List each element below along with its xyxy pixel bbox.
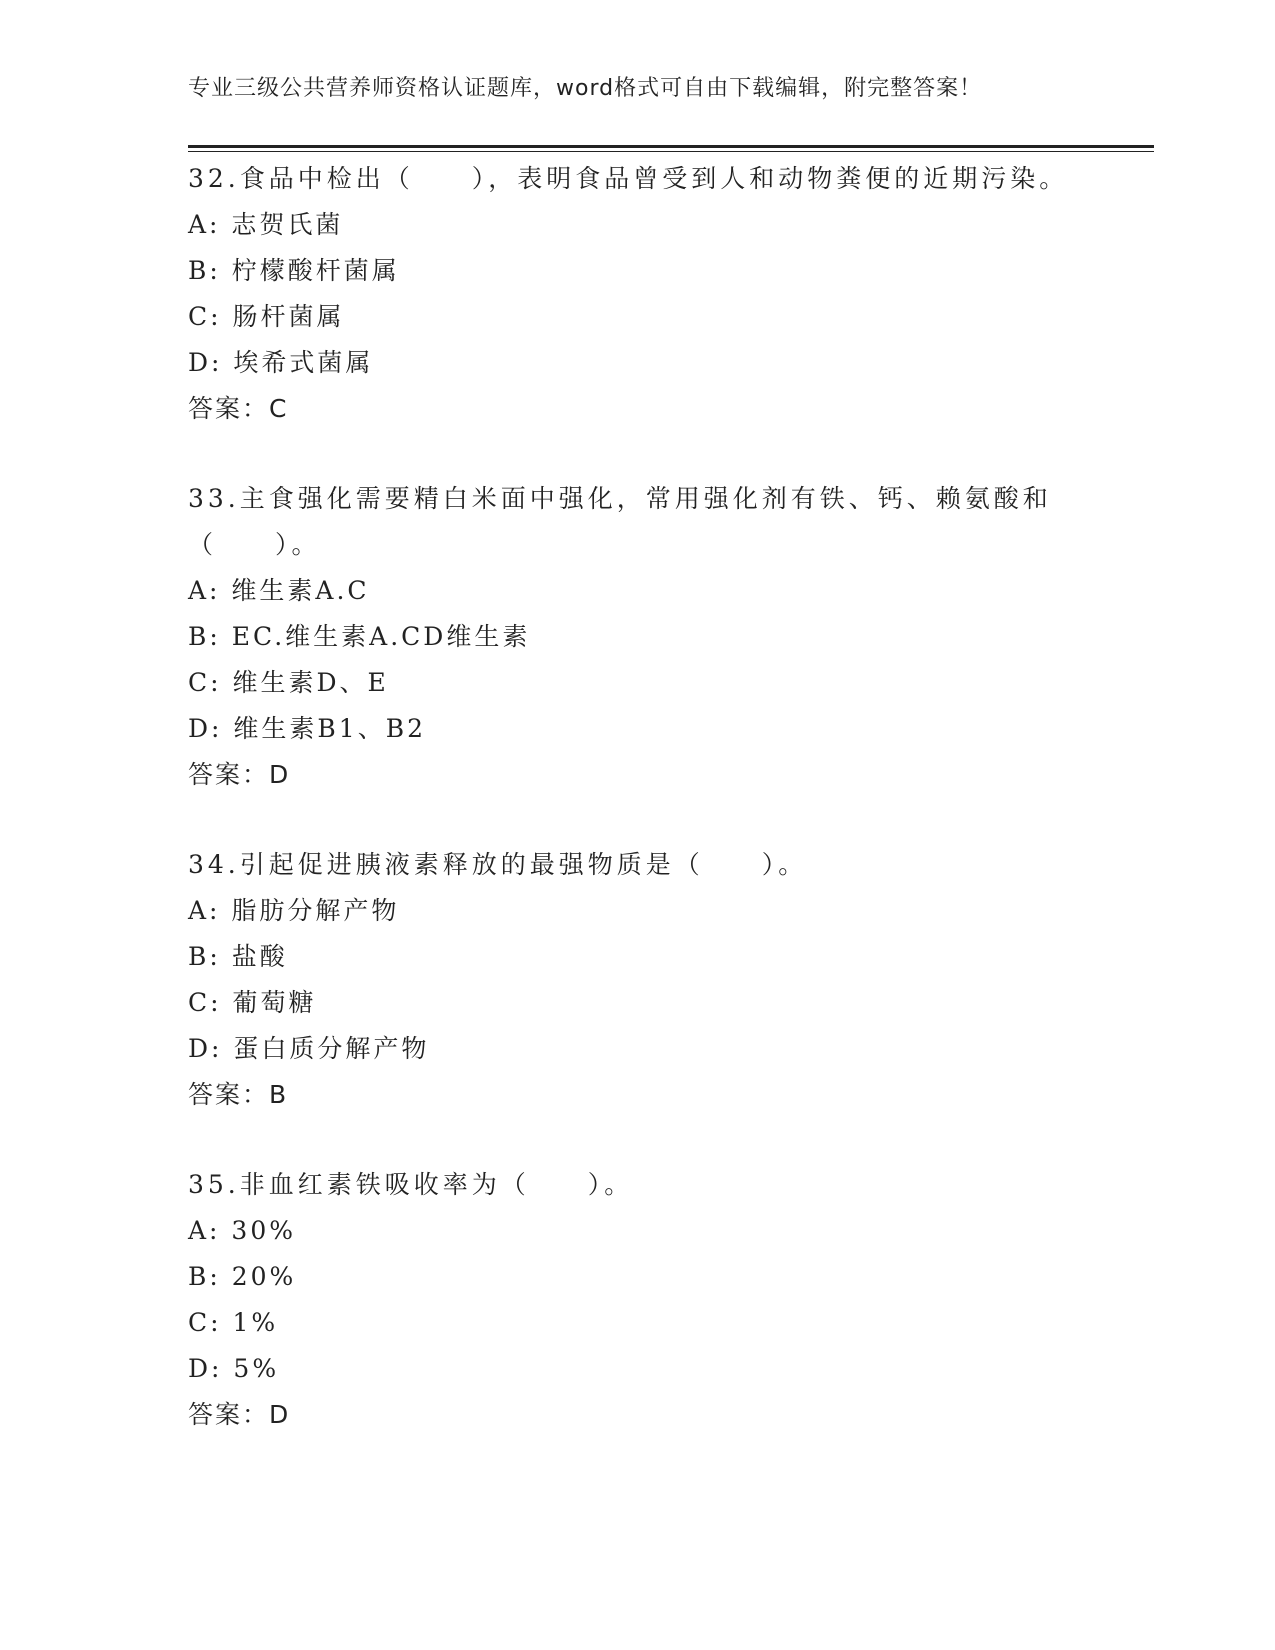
option-a: A: 志贺氏菌 (188, 210, 344, 239)
question-35 (188, 1162, 1088, 1438)
option-b: B: 20% (188, 1262, 297, 1291)
option-d: D: 5% (188, 1354, 280, 1383)
option-b: B: EC.维生素A.CD维生素 (188, 622, 531, 651)
option-a: A: 脂肪分解产物 (188, 896, 400, 925)
question-stem: 33.主食强化需要精白米面中强化，常用强化剂有铁、钙、赖氨酸和（ ）。 (188, 484, 1052, 559)
option-d: D: 埃希式菌属 (188, 348, 374, 377)
question-33 (188, 476, 1088, 798)
header-divider-thin (188, 151, 1154, 152)
answer: 答案：D (188, 1400, 291, 1429)
page-header: 专业三级公共营养师资格认证题库，word格式可自由下载编辑，附完整答案！ (188, 76, 983, 101)
option-c: C: 维生素D、E (188, 668, 389, 697)
option-a: A: 维生素A.C (188, 576, 370, 605)
option-a: A: 30% (188, 1216, 296, 1245)
question-stem: 34.引起促进胰液素释放的最强物质是（ ）。 (188, 850, 808, 879)
question-32 (188, 156, 1088, 432)
answer: 答案：D (188, 760, 291, 789)
option-d: D: 维生素B1、B2 (188, 714, 426, 743)
option-d: D: 蛋白质分解产物 (188, 1034, 430, 1063)
header-divider-thick (188, 145, 1154, 148)
question-list (188, 156, 1088, 1482)
question-stem: 32.食品中检出（ ），表明食品曾受到人和动物粪便的近期污染。 (188, 164, 1069, 193)
option-b: B: 盐酸 (188, 942, 288, 971)
question-stem: 35.非血红素铁吸收率为（ ）。 (188, 1170, 634, 1199)
answer: 答案：B (188, 1080, 289, 1109)
option-c: C: 肠杆菌属 (188, 302, 345, 331)
option-c: C: 1% (188, 1308, 279, 1337)
question-34 (188, 842, 1088, 1118)
answer: 答案：C (188, 394, 289, 423)
option-c: C: 葡萄糖 (188, 988, 317, 1017)
option-b: B: 柠檬酸杆菌属 (188, 256, 400, 285)
